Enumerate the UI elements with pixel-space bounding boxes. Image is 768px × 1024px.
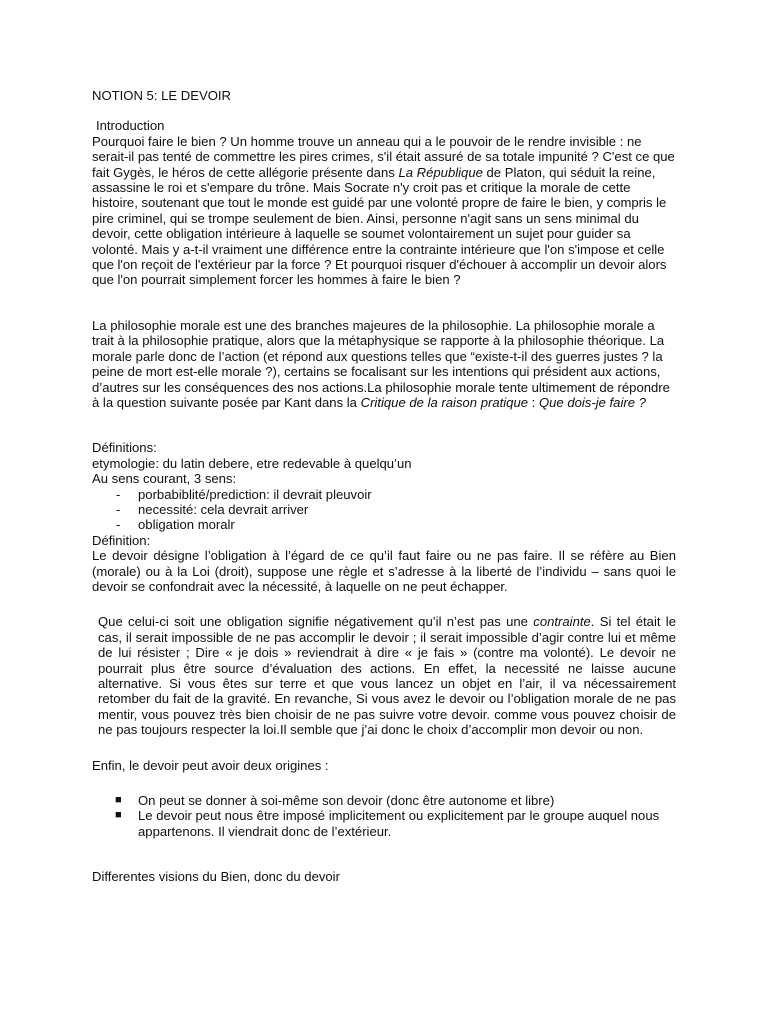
spacer [92, 594, 676, 614]
kant-question: Que dois-je faire ? [538, 394, 646, 410]
spacer [92, 773, 676, 793]
origins-list [92, 793, 676, 839]
list-marker: - [116, 486, 121, 502]
visions-heading: Differentes visions du Bien, donc du devoir [92, 869, 340, 885]
list-marker: - [116, 501, 121, 517]
book-title-critique: Critique de la raison pratique [360, 394, 529, 410]
contrainte-term: contrainte [533, 614, 591, 630]
square-bullet-icon: ■ [115, 794, 122, 807]
intro-heading: Introduction [96, 118, 165, 134]
intro-paragraph-1: Pourquoi faire le bien ? Un homme trouve un anneau qui a le pouvoir de le rendre invisible : ne serait-il pas tenté de commettre les pires crimes, s'il était assuré de sa totale impunité ? C'est ce que fait Gygès, le héros de cette allégorie présente dans La République de Platon, qui séduit la reine, assassine le roi et s'empare du trône. Mais Socrate n'y croit pas et critique la morale de cette histoire, soutenant que tout le monde est guidé par une volonté propre de faire le bien, y compris le pire criminel, qui se trompe seulement de bien. Ainsi, personne n'agit sans un sens minimal du devoir, cette obligation intérieure à laquelle se soumet volontairement un sujet pour guider sa volonté. Mais y a-t-il vraiment une différence entre la contrainte intérieure que l'on s'impose et celle que l'on reçoit de l'extérieur par la force ? Et pourquoi risquer d'échouer à accomplir un devoir alors que l'on pourrait simplement forcer les hommes à faire le bien ? [92, 133, 675, 288]
definition-label: Définition: [92, 532, 151, 548]
book-title-republique: La République [398, 164, 483, 180]
document-title: NOTION 5: LE DEVOIR [92, 88, 231, 103]
spacer [92, 288, 676, 318]
square-bullet-icon: ■ [115, 809, 122, 822]
etymology-line: etymologie: du latin debere, etre redevable à quelqu’un [92, 455, 412, 471]
spacer [92, 410, 676, 440]
document-body [92, 88, 676, 885]
list-item: - obligation moralr [116, 517, 235, 533]
obligation-paragraph: Que celui-ci soit une obligation signifie négativement qu’il n’est pas une contrainte. Si tel était le cas, il serait impossible de ne pas accomplir le devoir ; il serait impossible d’agir contre lui et même de lui résister ; Dire « je dois » reviendrait à dire « je fais » (contre ma volonté). Le devoir ne pourrait plus être source d’évaluation des actions. En effet, la necessité ne laisse aucune alternative. Si vous êtes sur terre et que vous lancez un objet en l’air, il va nécessairement retomber du fait de la gravité. En revanche, Si vous avez le devoir ou l’obligation morale de ne pas mentir, vous pouvez très bien choisir de ne pas suivre votre devoir. comme vous pouvez choisir de ne pas toujours respecter la loi.Il semble que j’ai donc le choix d’accomplir mon devoir ou non. [98, 614, 676, 738]
list-item: - necessité: cela devrait arriver [116, 501, 309, 517]
list-item: ■ Le devoir peut nous être imposé implicitement ou explicitement par le groupe auquel nous appartenons. Il viendrait donc de l’extérieur. [115, 808, 660, 839]
senses-list [92, 487, 676, 533]
spacer [92, 738, 676, 758]
spacer [92, 839, 676, 869]
list-item: ■ On peut se donner à soi-même son devoir (donc être autonome et libre) [115, 793, 555, 809]
origins-heading: Enfin, le devoir peut avoir deux origines : [92, 757, 329, 773]
definitions-heading: Définitions: [92, 440, 157, 456]
definition-paragraph: Le devoir désigne l’obligation à l’égard de ce qu’il faut faire ou ne pas faire. Il se réfère au Bien (morale) ou à la Loi (droit), suppose une règle et s’adresse à la liberté de l’individu – sans quoi le devoir se confondrait avec la nécessité, à laquelle on ne peut échapper. [92, 548, 676, 594]
intro-paragraph-2: La philosophie morale est une des branches majeures de la philosophie. La philosophie morale a trait à la philosophie pratique, alors que la métaphysique se rapporte à la philosophie théorique. La morale parle donc de l’action (et répond aux questions telles que “existe-t-il des guerres justes ? la peine de mort est-elle morale ?), certains se focalisant sur les intentions qui président aux actions, d’autres sur les conséquences des nos actions.La philosophie morale tente ultimement de répondre à la question suivante posée par Kant dans la Critique de la raison pratique : Que dois-je faire ? [92, 317, 670, 410]
list-item: - porbabiblité/prediction: il devrait pleuvoir [116, 486, 372, 502]
list-marker: - [116, 517, 121, 533]
common-sense-line: Au sens courant, 3 sens: [92, 471, 237, 487]
